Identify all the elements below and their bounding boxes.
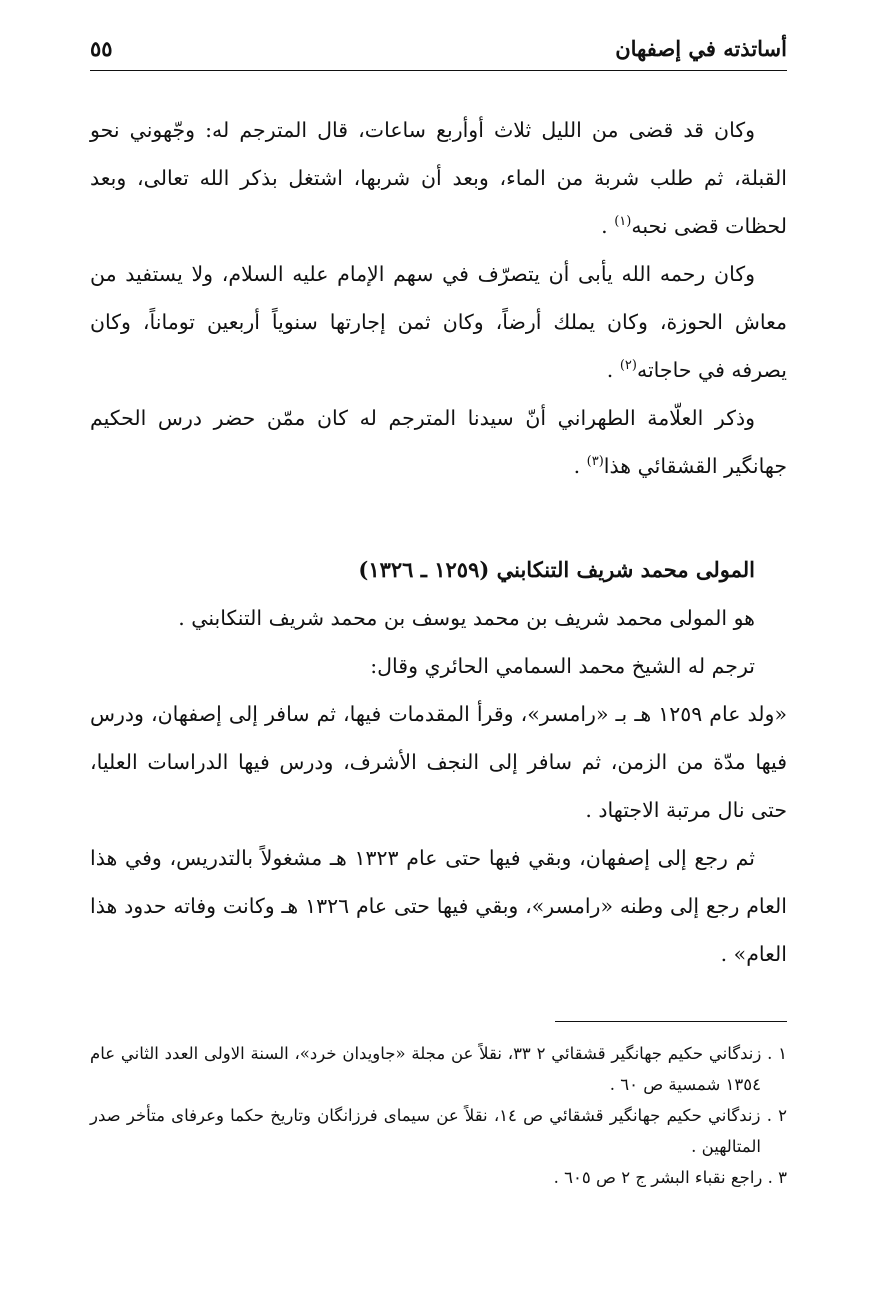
footnote-1: ١ . زندگاني حكيم جهانگير قشقائي ٢ ٣٣، نقلاً عن مجلة «جاويدان خرد»، السنة الاولى العدد الثاني عام ١٣٥٤ شمسية ص ٦٠ . [90,1044,787,1094]
running-title: أساتذته في إصفهان [615,36,787,61]
paragraph-end: . [601,214,608,238]
paragraph-text: وكان رحمه الله يأبى أن يتصرّف في سهم الإمام عليه السلام، ولا يستفيد من معاش الحوزة، وكان يملك أرضاً، وكان ثمن إجارتها سنوياً أربعين توماناً، وكان يصرفه في حاجاته [90,262,787,382]
paragraph-death [90,106,787,250]
footnote-2: ٢ . زندگاني حكيم جهانگير قشقائي ص ١٤، نقلاً عن سيماى فرزانگان وتاريخ حكما وعرفاى متأخر صدر المتالهين . [90,1106,788,1156]
section-heading: المولى محمد شريف التنكابني (١٢٥٩ ـ ١٣٢٦) [358,557,755,582]
paragraph-end: . [573,454,581,478]
footnote-ref-3[interactable]: (٣) [586,454,604,470]
header-rule [90,70,787,71]
paragraph-text: وكان قد قضى من الليل ثلاث أوأربع ساعات، قال المترجم له: وجّهوني نحو القبلة، ثم طلب شربة من الماء، وبعد أن شربها، اشتغل بذكر الله تعالى، وبعد لحظات قضى نحبه [90,118,787,238]
footnote-ref-1[interactable]: (١) [614,214,632,230]
running-header [90,30,787,70]
footnote-separator [555,1021,787,1022]
footnote-ref-2[interactable]: (٢) [619,358,637,374]
paragraph-end: . [606,358,614,382]
paragraph-biographer: ترجم له الشيخ محمد السمامي الحائري وقال: [370,654,755,678]
paragraph-quote-birth: «ولد عام ١٢٥٩ هـ بـ «رامسر»، وقرأ المقدمات فيها، ثم سافر إلى إصفهان، ودرس فيها مدّة من الزمن، ثم سافر إلى النجف الأشرف، ودرس فيها الدراسات العليا، حتى نال مرتبة الاجتهاد . [90,702,787,822]
paragraph-teacher [90,394,787,490]
footnote-3: ٣ . راجع نقباء البشر ج ٢ ص ٦٠٥ . [553,1168,787,1187]
footnotes [90,1038,787,1193]
paragraph-conduct [90,250,787,394]
paragraph-lineage: هو المولى محمد شريف بن محمد يوسف بن محمد شريف التنكابني . [178,606,755,630]
page-number: ٥٥ [90,36,113,61]
paragraph-text: وذكر العلّامة الطهراني أنّ سيدنا المترجم له كان ممّن حضر درس الحكيم جهانگير القشقائي هذا [90,406,787,478]
paragraph-quote-return: ثم رجع إلى إصفهان، وبقي فيها حتى عام ١٣٢٣ هـ مشغولاً بالتدريس، وفي هذا العام رجع إلى وطنه «رامسر»، وبقي فيها حتى عام ١٣٢٦ هـ وكانت وفاته حدود هذا العام» . [90,846,787,966]
